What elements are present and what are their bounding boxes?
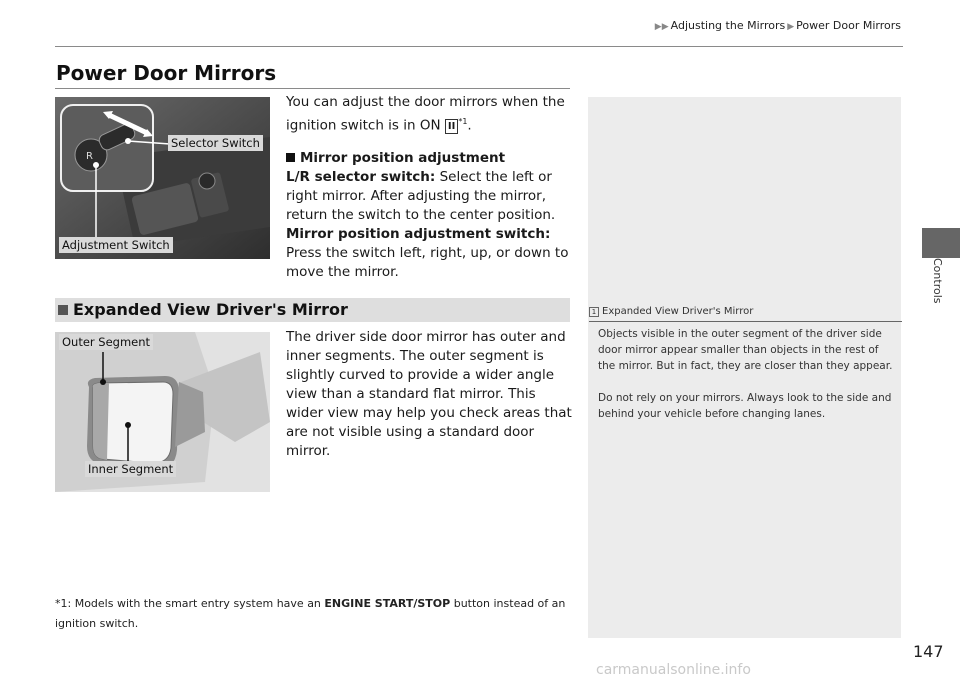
svg-text:R: R bbox=[86, 151, 93, 162]
note-body bbox=[598, 326, 893, 438]
section-heading-2 bbox=[58, 300, 348, 319]
outer-segment-label: Outer Segment bbox=[59, 334, 153, 350]
switch-panel-illustration bbox=[55, 97, 270, 259]
ignition-on-icon: II bbox=[445, 119, 458, 134]
adjustment-switch-label: Adjustment Switch bbox=[59, 237, 173, 253]
section-heading bbox=[286, 149, 576, 168]
section-heading-text: Mirror position adjustment bbox=[300, 150, 506, 166]
note-rule bbox=[589, 321, 902, 322]
footnote-mark: *1 bbox=[458, 117, 468, 126]
footnote-bold: ENGINE START/STOP bbox=[324, 597, 451, 610]
note-icon: 1 bbox=[589, 307, 599, 317]
intro-text: You can adjust the door mirrors when the ignition switch is in ON bbox=[286, 94, 565, 134]
lr-selector-text: Select the left or right mirror. After adjusting the mirror, return the switch to the center position. bbox=[286, 169, 556, 223]
mirror-figure bbox=[55, 332, 270, 492]
side-tab-marker bbox=[922, 228, 960, 258]
breadcrumb-part-1: Adjusting the Mirrors bbox=[670, 19, 786, 32]
page-title: Power Door Mirrors bbox=[56, 61, 277, 85]
page-number: 147 bbox=[913, 642, 944, 661]
square-bullet-icon bbox=[58, 305, 68, 315]
breadcrumb-arrow-icon: ▶▶ bbox=[654, 22, 669, 32]
header-rule bbox=[55, 46, 903, 47]
note-paragraph-1: Objects visible in the outer segment of the driver side door mirror appear smaller than objects in the rest of the mirror. But in fact, they are closer than they appear. bbox=[598, 328, 893, 372]
selector-switch-label: Selector Switch bbox=[168, 135, 263, 151]
side-tab-label: Controls bbox=[931, 258, 944, 304]
note-heading bbox=[589, 306, 753, 317]
breadcrumb-part-2: Power Door Mirrors bbox=[796, 19, 901, 32]
adjustment-switch-paragraph bbox=[286, 225, 576, 282]
side-tab bbox=[929, 258, 949, 318]
mirror-adjustment-section bbox=[286, 149, 576, 282]
intro-paragraph: You can adjust the door mirrors when the ignition switch is in ON II $^{*1}$. bbox=[286, 94, 565, 134]
breadcrumb bbox=[653, 19, 901, 32]
title-rule bbox=[55, 88, 570, 89]
expanded-view-paragraph: The driver side door mirror has outer and inner segments. The outer segment is slightly curved to provide a wider angle view than a standard flat mirror. This wider view may help you check areas that are not visible using a standard door mirror. bbox=[286, 329, 572, 459]
lr-selector-paragraph bbox=[286, 168, 576, 225]
note-heading-text: Expanded View Driver's Mirror bbox=[602, 306, 754, 317]
lr-selector-label: L/R selector switch: bbox=[286, 169, 436, 185]
adjustment-switch-text: Press the switch left, right, up, or down to move the mirror. bbox=[286, 245, 569, 280]
footnote bbox=[55, 594, 575, 634]
footnote-prefix: *1: Models with the smart entry system have an bbox=[55, 597, 321, 610]
section-heading-2-text: Expanded View Driver's Mirror bbox=[73, 300, 348, 319]
breadcrumb-arrow-icon: ▶ bbox=[787, 22, 795, 32]
watermark: carmanualsonline.info bbox=[596, 662, 751, 678]
footnote-suffix: button instead of an ignition switch. bbox=[55, 597, 566, 630]
switch-panel-figure bbox=[55, 97, 270, 259]
inner-segment-label: Inner Segment bbox=[85, 461, 176, 477]
adjustment-switch-label-text: Mirror position adjustment switch: bbox=[286, 226, 551, 242]
square-bullet-icon bbox=[286, 153, 295, 162]
note-paragraph-2: Do not rely on your mirrors. Always look to the side and behind your vehicle before changing lanes. bbox=[598, 392, 892, 420]
